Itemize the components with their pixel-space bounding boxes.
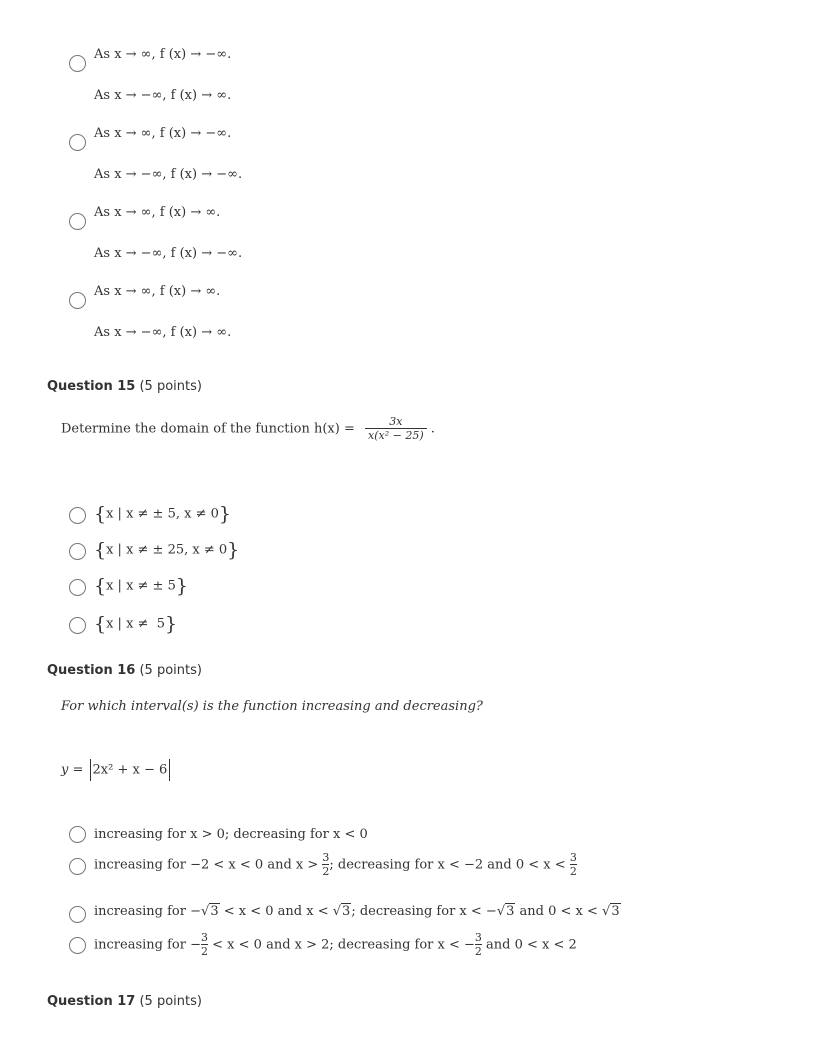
option-line: As x → ∞, f (x) → −∞.	[94, 126, 232, 141]
question-16-prompt: For which interval(s) is the function increasing and decreasing?	[61, 699, 483, 714]
abs-bar-right-icon	[169, 759, 170, 781]
radicand: 3	[342, 904, 351, 919]
question-points: (5 points)	[139, 379, 202, 394]
radicand: 3	[210, 904, 219, 919]
option-text: x | x ≠ ± 25, x ≠ 0	[106, 542, 228, 558]
numerator: 3	[569, 851, 577, 864]
option-text: x | x ≠ ± 5	[106, 578, 176, 594]
question-points: (5 points)	[139, 994, 202, 1009]
brace-close-icon: }	[227, 539, 240, 561]
question-label: Question 16	[47, 663, 136, 678]
numerator: 3	[474, 931, 482, 944]
option-line: As x → −∞, f (x) → ∞.	[94, 325, 232, 340]
brace-open-icon: {	[94, 613, 107, 635]
option-text	[94, 904, 621, 919]
option-text: increasing for x > 0; decreasing for x < 0	[94, 827, 368, 842]
option-line: As x → ∞, f (x) → −∞.	[94, 47, 232, 62]
denominator: 2	[201, 945, 209, 958]
radicand: 3	[506, 904, 515, 919]
set-answer	[94, 539, 239, 561]
radio-button[interactable]	[69, 134, 86, 151]
brace-close-icon: }	[175, 575, 188, 597]
option-part: < x < 0 and x > 2; decreasing for x < −	[212, 937, 475, 953]
prompt-text: Determine the domain of the function h(x) =	[61, 421, 355, 437]
option-text: x | x ≠ 5	[106, 616, 165, 632]
radio-button[interactable]	[69, 507, 86, 524]
denominator: x(x² − 25)	[365, 428, 427, 442]
brace-open-icon: {	[94, 503, 107, 525]
radio-button[interactable]	[69, 617, 86, 634]
question-16-header	[47, 663, 202, 678]
set-answer	[94, 575, 188, 597]
option-line: As x → ∞, f (x) → ∞.	[94, 205, 221, 220]
numerator: 3	[322, 851, 330, 864]
function-lhs: y =	[61, 762, 84, 778]
numerator: 3	[201, 931, 209, 944]
brace-close-icon: }	[218, 503, 231, 525]
sqrt-icon: √3	[602, 904, 620, 919]
denominator: 2	[322, 865, 330, 878]
option-line: As x → −∞, f (x) → −∞.	[94, 167, 243, 182]
radio-button[interactable]	[69, 826, 86, 843]
numerator: 3x	[389, 415, 403, 428]
question-15-prompt	[61, 416, 435, 442]
radio-button[interactable]	[69, 55, 86, 72]
option-part: increasing for −2 < x < 0 and x >	[94, 857, 319, 873]
sqrt-icon: √3	[332, 904, 351, 919]
option-part: increasing for −	[94, 937, 202, 953]
option-part: ; decreasing for x < −2 and 0 < x <	[329, 857, 566, 873]
question-label: Question 17	[47, 994, 136, 1009]
option-part: and 0 < x < 2	[486, 937, 577, 953]
denominator: 2	[569, 865, 577, 878]
question-17-header	[47, 994, 202, 1009]
fraction-three-halves	[475, 932, 482, 958]
sqrt-icon: √3	[201, 904, 219, 919]
option-part: < x < 0 and x <	[223, 904, 329, 919]
denominator: 2	[474, 945, 482, 958]
radio-button[interactable]	[69, 213, 86, 230]
function-body: 2x² + x − 6	[92, 762, 168, 778]
set-answer	[94, 613, 177, 635]
option-part: ; decreasing for x < −	[351, 904, 497, 919]
sqrt-icon: √3	[496, 904, 515, 919]
radio-button[interactable]	[69, 292, 86, 309]
question-label: Question 15	[47, 379, 136, 394]
brace-close-icon: }	[164, 613, 178, 635]
option-part: and 0 < x <	[519, 904, 598, 919]
radio-button[interactable]	[69, 543, 86, 560]
brace-open-icon: {	[94, 539, 107, 561]
option-line: As x → ∞, f (x) → ∞.	[94, 284, 221, 299]
question-15-header	[47, 379, 202, 394]
radio-button[interactable]	[69, 858, 86, 875]
option-text	[94, 852, 577, 878]
option-text	[94, 932, 577, 958]
fraction	[365, 416, 427, 442]
radio-button[interactable]	[69, 937, 86, 954]
abs-bar-left-icon	[90, 759, 91, 781]
option-line: As x → −∞, f (x) → −∞.	[94, 246, 243, 261]
option-line: As x → −∞, f (x) → ∞.	[94, 88, 232, 103]
set-answer	[94, 503, 231, 525]
period: .	[430, 421, 435, 437]
function-definition	[61, 759, 172, 781]
radicand: 3	[611, 904, 620, 919]
fraction-three-halves	[570, 852, 577, 878]
option-part: increasing for −	[94, 904, 202, 919]
question-points: (5 points)	[139, 663, 202, 678]
option-text: x | x ≠ ± 5, x ≠ 0	[106, 506, 219, 522]
radio-button[interactable]	[69, 579, 86, 596]
fraction-three-halves	[201, 932, 208, 958]
radio-button[interactable]	[69, 906, 86, 923]
brace-open-icon: {	[94, 575, 107, 597]
